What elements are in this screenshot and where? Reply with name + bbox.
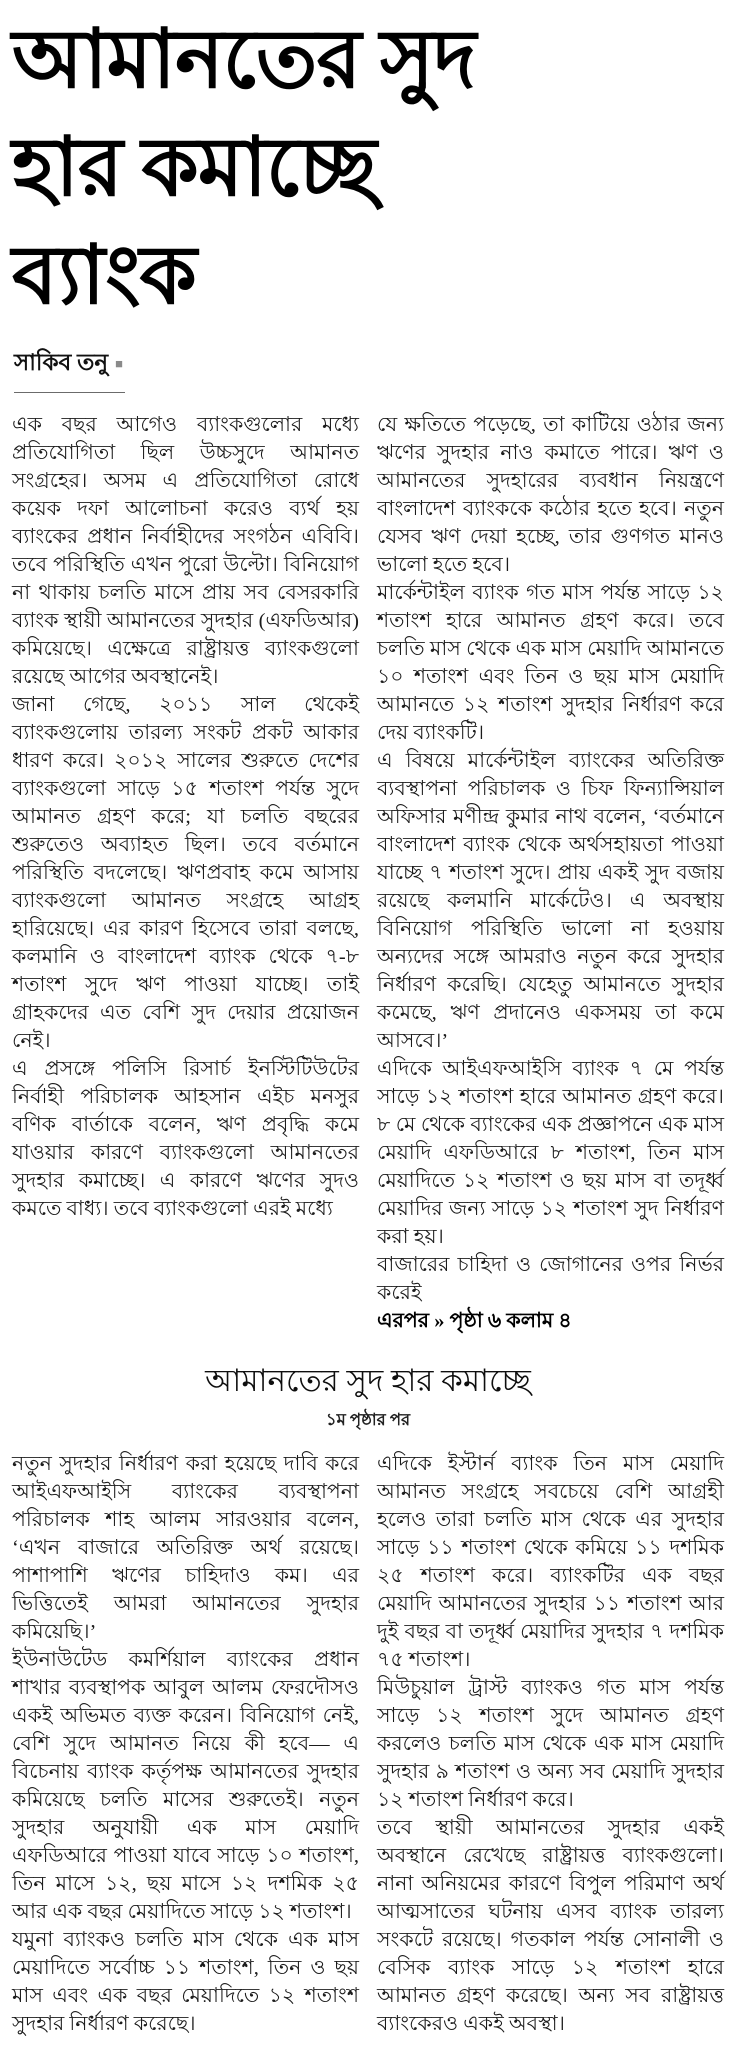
paragraph: মার্কেন্টাইল ব্যাংক গত মাস পর্যন্ত সাড়ে ১২ শতাংশ হারে আমানত গ্রহণ করে। তবে চলতি মাস থেকে এক মাস মেয়াদি আমানতে ১০ শতাংশ এবং তিন ও ছয় মাস মেয়াদি আমানতে ১২ শতাংশ সুদহার নির্ধারণ করে দেয় ব্যাংকটি। xyxy=(377,582,724,744)
paragraph: এদিকে আইএফআইসি ব্যাংক ৭ মে পর্যন্ত সাড়ে ১২ শতাংশ হারে আমানত গ্রহণ করে। ৮ মে থেকে ব্যাংকের এক প্রজ্ঞাপনে এক মাস মেয়াদি এফডিআরে ৮ শতাংশ, তিন মাস মেয়াদিতে ১২ শতাংশ ও ছয় মাস বা তদূর্ধ্ব মেয়াদির জন্য সাড়ে ১২ শতাংশ সুদ নির্ধারণ করা হয়। xyxy=(377,1058,724,1248)
upper-right-column xyxy=(377,411,724,1335)
byline-author-name: সাকিব তনু xyxy=(14,350,109,375)
lower-left-column xyxy=(12,1450,359,2038)
headline-line-3: ব্যাংক xyxy=(12,230,196,321)
upper-columns xyxy=(12,411,724,1335)
paragraph: তবে স্থায়ী আমানতের সুদহার একই অবস্থানে রেখেছে রাষ্ট্রায়ত্ত ব্যাংকগুলো। নানা অনিয়মের কারণে বিপুল পরিমাণ অর্থ আত্মসাতের ঘটনায় এসব ব্যাংক তারল্য সংকটে রয়েছে। গতকাল পর্যন্ত সোনালী ও বেসিক ব্যাংক সাড়ে ১২ শতাংশ হারে আমানত গ্রহণ করেছে। অন্য সব রাষ্ট্রায়ত্ত ব্যাংকেরও একই অবস্থা। xyxy=(377,1817,724,2035)
paragraph: নতুন সুদহার নির্ধারণ করা হয়েছে দাবি করে আইএফআইসি ব্যাংকের ব্যবস্থাপনা পরিচালক শাহ আলম সারওয়ার বলেন, ‘এখন বাজারে অতিরিক্ত অর্থ রয়েছে। পাশাপাশি ঋণের চাহিদাও কম। এর ভিত্তিতেই আমরা আমানতের সুদহার কমিয়েছি।’ xyxy=(12,1453,359,1643)
paragraph: ইউনাউটেড কমর্শিয়াল ব্যাংকের প্রধান শাখার ব্যবস্থাপক আবুল আলম ফেরদৌসও একই অভিমত ব্যক্ত করেন। বিনিয়োগ নেই, বেশি সুদে আমানত নিয়ে কী হবে— এ বিচেনায় ব্যাংক কর্তৃপক্ষ আমানতের সুদহার কমিয়েছে চলতি মাসের শুরুতেই। নতুন সুদহার অনুযায়ী এক মাস মেয়াদি এফডিআরে পাওয়া যাবে সাড়ে ১০ শতাংশ, তিন মাসে ১২, ছয় মাসে ১২ দশমিক ২৫ আর এক বছর মেয়াদিতে সাড়ে ১২ শতাংশ। xyxy=(12,1649,359,1923)
byline-square-icon: ■ xyxy=(115,356,123,371)
paragraph: মিউচুয়াল ট্রাস্ট ব্যাংকও গত মাস পর্যন্ত সাড়ে ১২ শতাংশ সুদে আমানত গ্রহণ করলেও চলতি মাস থেকে এক মাস মেয়াদি সুদহার ৯ শতাংশ ও অন্য সব মেয়াদি সুদহার ১২ শতাংশ নির্ধারণ করে। xyxy=(377,1677,724,1811)
paragraph: এ প্রসঙ্গে পলিসি রিসার্চ ইনস্টিটিউটের নির্বাহী পরিচালক আহসান এইচ মনসুর বণিক বার্তাকে বলেন, ঋণ প্রবৃদ্ধি কমে যাওয়ার কারণে ব্যাংকগুলো আমানতের সুদহার কমাচ্ছে। এ কারণে ঋণের সুদও কমতে বাধ্য। তবে ব্যাংকগুলো এরই মধ্যে xyxy=(12,1058,359,1220)
byline-author xyxy=(14,344,125,393)
paragraph: যমুনা ব্যাংকও চলতি মাস থেকে এক মাস মেয়াদিতে সর্বোচ্চ ১১ শতাংশ, তিন ও ছয় মাস এবং এক বছর মেয়াদিতে ১২ শতাংশ সুদহার নির্ধারণ করেছে। xyxy=(12,1929,359,2035)
upper-left-column xyxy=(12,411,359,1223)
headline-line-2: হার কমাচ্ছে xyxy=(12,122,376,213)
jump-to-page-line: এরপর » পৃষ্ঠা ৬ কলাম ৪ xyxy=(377,1310,572,1332)
byline-block xyxy=(14,344,724,393)
paragraph: এক বছর আগেও ব্যাংকগুলোর মধ্যে প্রতিযোগিতা ছিল উচ্চসুদে আমানত সংগ্রহের। অসম এ প্রতিযোগিতা রোধে কয়েক দফা আলোচনা করেও ব্যর্থ হয় ব্যাংকের প্রধান নির্বাহীদের সংগঠন এবিবি। তবে পরিস্থিতি এখন পুরো উল্টো। বিনিয়োগ না থাকায় চলতি মাসে প্রায় সব বেসরকারি ব্যাংক স্থায়ী আমানতের সুদহার (এফডিআর) কমিয়েছে। এক্ষেত্রে রাষ্ট্রায়ত্ত ব্যাংকগুলো রয়েছে আগের অবস্থানেই। xyxy=(12,414,359,688)
continuation-heading: আমানতের সুদ হার কমাচ্ছে xyxy=(205,1363,531,1398)
paragraph: এ বিষয়ে মার্কেন্টাইল ব্যাংকের অতিরিক্ত ব্যবস্থাপনা পরিচালক ও চিফ ফিন্যান্সিয়াল অফিসার মণীন্দ্র কুমার নাথ বলেন, ‘বর্তমানে বাংলাদেশ ব্যাংক থেকে অর্থসহায়তা পাওয়া যাচ্ছে ৭ শতাংশ সুদে। প্রায় একই সুদ বজায় রয়েছে কলমানি মার্কেটেও। এ অবস্থায় বিনিয়োগ পরিস্থিতি ভালো না হওয়ায় অন্যদের সঙ্গে আমরাও নতুন করে সুদহার নির্ধারণ করেছি। যেহেতু আমানতে সুদহার কমেছে, ঋণ প্রদানেও একসময় তা কমে আসবে।’ xyxy=(377,750,724,1052)
paragraph: যে ক্ষতিতে পড়েছে, তা কাটিয়ে ওঠার জন্য ঋণের সুদহার নাও কমাতে পারে। ঋণ ও আমানতের সুদহারের ব্যবধান নিয়ন্ত্রণে বাংলাদেশ ব্যাংককে কঠোর হতে হবে। নতুন যেসব ঋণ দেয়া হচ্ছে, তার গুণগত মানও ভালো হতে হবে। xyxy=(377,414,724,576)
paragraph: বাজারের চাহিদা ও জোগানের ওপর নির্ভর করেই xyxy=(377,1254,724,1304)
lower-right-column xyxy=(377,1450,724,2038)
paragraph: জানা গেছে, ২০১১ সাল থেকেই ব্যাংকগুলোয় তারল্য সংকট প্রকট আকার ধারণ করে। ২০১২ সালের শুরুতে দেশের ব্যাংকগুলো সাড়ে ১৫ শতাংশ পর্যন্ত সুদে আমানত গ্রহণ করে; যা চলতি বছরের শুরুতেও অব্যাহত ছিল। তবে বর্তমানে পরিস্থিতি বদলেছে। ঋণপ্রবাহ কমে আসায় ব্যাংকগুলো আমানত সংগ্রহে আগ্রহ হারিয়েছে। এর কারণ হিসেবে তারা বলছে, কলমানি ও বাংলাদেশ ব্যাংক থেকে ৭-৮ শতাংশ সুদে ঋণ পাওয়া যাচ্ছে। তাই গ্রাহকদের এত বেশি সুদ দেয়ার প্রয়োজন নেই। xyxy=(12,694,359,1052)
paragraph: এদিকে ইস্টার্ন ব্যাংক তিন মাস মেয়াদি আমানত সংগ্রহে সবচেয়ে বেশি আগ্রহী হলেও তারা চলতি মাস থেকে এর সুদহার সাড়ে ১১ শতাংশ থেকে কমিয়ে ১১ দশমিক ২৫ শতাংশ করে। ব্যাংকটির এক বছর মেয়াদি আমানতের সুদহার ১১ শতাংশ আর দুই বছর বা তদূর্ধ্ব মেয়াদির সুদহার ৭ দশমিক ৭৫ শতাংশ। xyxy=(377,1453,724,1671)
article-headline xyxy=(12,6,724,330)
headline-line-1: আমানতের সুদ xyxy=(12,14,476,105)
lower-columns xyxy=(12,1450,724,2038)
continuation-subheading: ১ম পৃষ্ঠার পর xyxy=(325,1410,411,1429)
